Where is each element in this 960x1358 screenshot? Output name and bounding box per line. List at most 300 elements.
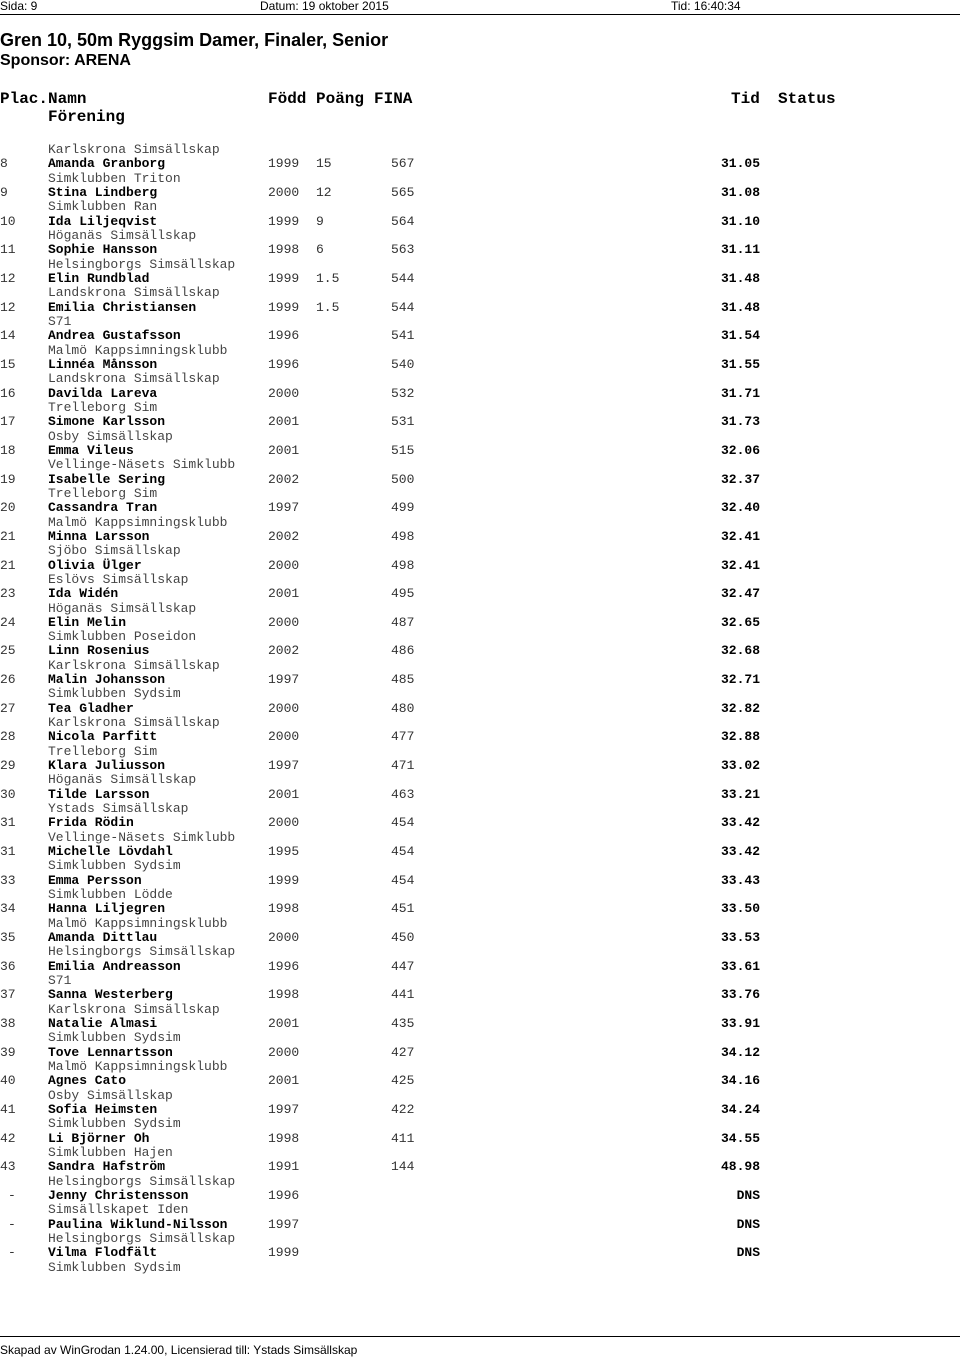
birth-year: 1998 — [268, 242, 300, 258]
club-row — [0, 258, 960, 272]
club-row — [0, 687, 960, 701]
club-row — [0, 172, 960, 186]
club-row — [0, 917, 960, 931]
result-row — [0, 902, 960, 916]
birth-year: 1998 — [268, 987, 300, 1003]
fina-points: 450 — [391, 930, 415, 946]
fina-points: 411 — [391, 1130, 415, 1146]
swimmer-name: Linnéa Månsson — [48, 356, 158, 372]
result-row — [0, 730, 960, 744]
club-name: Sjöbo Simsällskap — [48, 543, 181, 559]
swimmer-name: Emilia Andreasson — [48, 958, 181, 974]
fina-points: 540 — [391, 356, 415, 372]
birth-year: 1996 — [268, 356, 300, 372]
birth-year: 2000 — [268, 930, 300, 946]
place-cell: 38 — [0, 1016, 16, 1032]
result-entry — [0, 816, 960, 845]
result-row — [0, 1246, 960, 1260]
result-time: 33.76 — [720, 987, 760, 1003]
club-name: Vellinge-Näsets Simklubb — [48, 457, 236, 473]
place-cell: 25 — [0, 643, 16, 659]
result-time: 48.98 — [720, 1159, 760, 1175]
club-name: Trelleborg Sim — [48, 399, 158, 415]
birth-year: 2000 — [268, 184, 300, 200]
result-entry — [0, 1103, 960, 1132]
results-list — [0, 143, 960, 1275]
place-cell: 19 — [0, 471, 16, 487]
result-entry — [0, 644, 960, 673]
birth-year: 1998 — [268, 901, 300, 917]
club-name: S71 — [48, 313, 72, 329]
place-cell: 9 — [0, 184, 8, 200]
place-cell: 10 — [0, 213, 16, 229]
result-entry — [0, 1046, 960, 1075]
result-time: 31.08 — [720, 184, 760, 200]
result-time: 32.37 — [720, 471, 760, 487]
fina-points: 441 — [391, 987, 415, 1003]
swimmer-name: Emilia Christiansen — [48, 299, 197, 315]
club-name: Landskrona Simsällskap — [48, 371, 220, 387]
birth-year: 1997 — [268, 500, 300, 516]
place-cell: 29 — [0, 758, 16, 774]
club-name: Trelleborg Sim — [48, 485, 158, 501]
result-time: 32.82 — [720, 700, 760, 716]
club-name: Ystads Simsällskap — [48, 801, 189, 817]
birth-year: 1996 — [268, 1187, 300, 1203]
result-time: 34.16 — [720, 1073, 760, 1089]
fina-points: 477 — [391, 729, 415, 745]
club-row — [0, 602, 960, 616]
swimmer-name: Ida Liljeqvist — [48, 213, 158, 229]
result-row — [0, 157, 960, 171]
result-time: 31.10 — [720, 213, 760, 229]
club-row — [0, 802, 960, 816]
birth-year: 1999 — [268, 213, 300, 229]
club-row — [0, 544, 960, 558]
column-header-fina: FINA — [374, 90, 413, 108]
fina-points: 463 — [391, 786, 415, 802]
result-entry — [0, 1189, 960, 1218]
swimmer-name: Emma Vileus — [48, 442, 134, 458]
column-header-place-name: Plac.Namn — [0, 90, 87, 108]
result-row — [0, 1046, 960, 1060]
birth-year: 1998 — [268, 1130, 300, 1146]
result-row — [0, 816, 960, 830]
result-row — [0, 931, 960, 945]
place-cell: 43 — [0, 1159, 16, 1175]
club-name: Osby Simsällskap — [48, 428, 173, 444]
place-cell: 42 — [0, 1130, 16, 1146]
club-name: Helsingborgs Simsällskap — [48, 944, 236, 960]
club-row — [0, 229, 960, 243]
result-time: 31.11 — [720, 242, 760, 258]
place-cell: 41 — [0, 1101, 16, 1117]
swimmer-name: Davilda Lareva — [48, 385, 158, 401]
result-entry — [0, 1160, 960, 1189]
swimmer-name: Tea Gladher — [48, 700, 134, 716]
swimmer-name: Malin Johansson — [48, 672, 166, 688]
result-row — [0, 186, 960, 200]
result-row — [0, 215, 960, 229]
club-row — [0, 286, 960, 300]
club-row — [0, 1261, 960, 1275]
birth-year: 1999 — [268, 1245, 300, 1261]
column-header-status: Status — [778, 90, 836, 108]
result-time: 32.71 — [720, 672, 760, 688]
birth-year: 1996 — [268, 958, 300, 974]
swimmer-name: Minna Larsson — [48, 528, 150, 544]
birth-year: 2000 — [268, 815, 300, 831]
result-row — [0, 1074, 960, 1088]
swimmer-name: Cassandra Tran — [48, 500, 158, 516]
fina-points: 544 — [391, 299, 415, 315]
print-time: Tid: 16:40:34 — [671, 0, 741, 13]
club-name: Karlskrona Simsällskap — [48, 1001, 220, 1017]
club-row — [0, 372, 960, 386]
fina-points: 454 — [391, 815, 415, 831]
fina-points: 487 — [391, 614, 415, 630]
fina-points: 454 — [391, 844, 415, 860]
club-name: Malmö Kappsimningsklubb — [48, 514, 228, 530]
place-cell: 33 — [0, 872, 16, 888]
fina-points: 480 — [391, 700, 415, 716]
birth-year: 2001 — [268, 414, 300, 430]
result-entry — [0, 673, 960, 702]
result-entry — [0, 702, 960, 731]
fina-points: 565 — [391, 184, 415, 200]
result-time: 32.65 — [720, 614, 760, 630]
club-row — [0, 945, 960, 959]
result-row — [0, 559, 960, 573]
place-cell: 24 — [0, 614, 16, 630]
club-row — [0, 200, 960, 214]
club-name: Höganäs Simsällskap — [48, 227, 197, 243]
club-name: Simklubben Sydsim — [48, 1116, 181, 1132]
page-number: Sida: 9 — [0, 0, 38, 13]
club-row — [0, 458, 960, 472]
swimmer-name: Linn Rosenius — [48, 643, 150, 659]
birth-year: 1997 — [268, 758, 300, 774]
place-cell: 34 — [0, 901, 16, 917]
club-row — [0, 1175, 960, 1189]
fina-points: 498 — [391, 528, 415, 544]
swimmer-name: Simone Karlsson — [48, 414, 166, 430]
result-entry — [0, 759, 960, 788]
result-entry — [0, 530, 960, 559]
club-row — [0, 430, 960, 444]
place-cell: 35 — [0, 930, 16, 946]
result-row — [0, 874, 960, 888]
swimmer-name: Frida Rödin — [48, 815, 134, 831]
result-entry — [0, 788, 960, 817]
birth-year: 2000 — [268, 614, 300, 630]
result-row — [0, 788, 960, 802]
place-cell: - — [8, 1245, 16, 1261]
place-cell: 27 — [0, 700, 16, 716]
result-entry — [0, 988, 960, 1017]
result-entry — [0, 1246, 960, 1275]
club-row — [0, 344, 960, 358]
fina-points: 564 — [391, 213, 415, 229]
event-title: Gren 10, 50m Ryggsim Damer, Finaler, Senior — [0, 30, 389, 50]
result-time: 31.05 — [720, 156, 760, 172]
fina-points: 532 — [391, 385, 415, 401]
result-entry — [0, 329, 960, 358]
club-name: Simklubben Ran — [48, 199, 158, 215]
result-row — [0, 415, 960, 429]
swimmer-name: Natalie Almasi — [48, 1016, 158, 1032]
club-name: Malmö Kappsimningsklubb — [48, 1059, 228, 1074]
result-entry — [0, 587, 960, 616]
club-row — [0, 831, 960, 845]
result-entry — [0, 473, 960, 502]
birth-year: 1999 — [268, 299, 300, 315]
footer-divider — [0, 1336, 960, 1337]
birth-year: 1997 — [268, 1216, 300, 1232]
result-entry — [0, 501, 960, 530]
birth-year: 2000 — [268, 385, 300, 401]
place-cell: 11 — [0, 242, 16, 258]
header-divider — [0, 14, 960, 15]
place-cell: - — [8, 1187, 16, 1203]
swimmer-name: Tove Lennartsson — [48, 1044, 173, 1060]
birth-year: 2000 — [268, 1044, 300, 1060]
points-cell: 12 — [316, 184, 332, 200]
column-header-points: Poäng — [316, 90, 365, 108]
result-time: DNS — [736, 1216, 760, 1232]
fina-points: 499 — [391, 500, 415, 516]
result-entry — [0, 960, 960, 989]
birth-year: 2001 — [268, 786, 300, 802]
place-cell: 26 — [0, 672, 16, 688]
result-entry — [0, 559, 960, 588]
place-cell: 23 — [0, 586, 16, 602]
fina-points: 425 — [391, 1073, 415, 1089]
club-name: Karlskrona Simsällskap — [48, 657, 220, 673]
result-time: 33.42 — [720, 844, 760, 860]
birth-year: 2001 — [268, 442, 300, 458]
club-name: Simklubben Sydsim — [48, 1259, 181, 1275]
swimmer-name: Agnes Cato — [48, 1073, 127, 1089]
birth-year: 1999 — [268, 872, 300, 888]
place-cell: 8 — [0, 156, 8, 172]
place-cell: 36 — [0, 958, 16, 974]
result-row — [0, 1189, 960, 1203]
birth-year: 1991 — [268, 1159, 300, 1175]
fina-points: 563 — [391, 242, 415, 258]
swimmer-name: Jenny Christensson — [48, 1187, 189, 1203]
birth-year: 2000 — [268, 729, 300, 745]
result-entry — [0, 215, 960, 244]
club-name: Simklubben Hajen — [48, 1144, 173, 1160]
points-cell: 1.5 — [316, 299, 340, 315]
club-name: Karlskrona Simsällskap — [48, 715, 220, 731]
result-entry — [0, 387, 960, 416]
result-time: 33.61 — [720, 958, 760, 974]
swimmer-name: Olivia Ülger — [48, 557, 142, 573]
result-entry — [0, 186, 960, 215]
fina-points: 485 — [391, 672, 415, 688]
club-row — [0, 487, 960, 501]
fina-points: 567 — [391, 156, 415, 172]
result-entry — [0, 1074, 960, 1103]
result-row — [0, 1218, 960, 1232]
result-time: 33.02 — [720, 758, 760, 774]
result-row — [0, 845, 960, 859]
place-cell: 12 — [0, 299, 16, 315]
result-time: 32.88 — [720, 729, 760, 745]
club-row — [0, 401, 960, 415]
place-cell: 31 — [0, 815, 16, 831]
points-cell: 6 — [316, 242, 324, 258]
result-row — [0, 1017, 960, 1031]
points-cell: 15 — [316, 156, 332, 172]
place-cell: 28 — [0, 729, 16, 745]
club-row — [0, 1031, 960, 1045]
swimmer-name: Andrea Gustafsson — [48, 328, 181, 344]
birth-year: 1999 — [268, 270, 300, 286]
fina-points: 515 — [391, 442, 415, 458]
birth-year: 1997 — [268, 672, 300, 688]
place-cell: 20 — [0, 500, 16, 516]
club-row — [0, 315, 960, 329]
fina-points: 500 — [391, 471, 415, 487]
result-entry — [0, 243, 960, 272]
birth-year: 2001 — [268, 1073, 300, 1089]
club-name: Helsingborgs Simsällskap — [48, 1230, 236, 1246]
swimmer-name: Sanna Westerberg — [48, 987, 173, 1003]
result-entry — [0, 1218, 960, 1247]
place-cell: 30 — [0, 786, 16, 802]
birth-year: 2002 — [268, 528, 300, 544]
birth-year: 2001 — [268, 1016, 300, 1032]
result-entry — [0, 1132, 960, 1161]
club-name: S71 — [48, 973, 72, 989]
result-row — [0, 358, 960, 372]
swimmer-name: Sophie Hansson — [48, 242, 158, 258]
swimmer-name: Elin Melin — [48, 614, 127, 630]
result-entry — [0, 415, 960, 444]
fina-points: 447 — [391, 958, 415, 974]
result-row — [0, 960, 960, 974]
points-cell: 9 — [316, 213, 324, 229]
result-row — [0, 329, 960, 343]
place-cell: 39 — [0, 1044, 16, 1060]
swimmer-name: Nicola Parfitt — [48, 729, 158, 745]
result-time: 33.91 — [720, 1016, 760, 1032]
result-entry — [0, 301, 960, 330]
club-name: Simklubben Triton — [48, 170, 181, 186]
place-cell: 18 — [0, 442, 16, 458]
result-entry — [0, 444, 960, 473]
swimmer-name: Elin Rundblad — [48, 270, 150, 286]
fina-points: 435 — [391, 1016, 415, 1032]
result-time: 32.41 — [720, 557, 760, 573]
carryover-club-line — [0, 143, 960, 157]
club-name: Landskrona Simsällskap — [48, 285, 220, 301]
swimmer-name: Vilma Flodfält — [48, 1245, 158, 1261]
result-time: 33.53 — [720, 930, 760, 946]
place-cell: 21 — [0, 528, 16, 544]
fina-points: 498 — [391, 557, 415, 573]
fina-points: 486 — [391, 643, 415, 659]
place-cell: 21 — [0, 557, 16, 573]
result-row — [0, 988, 960, 1002]
club-name: Höganäs Simsällskap — [48, 600, 197, 616]
result-row — [0, 1160, 960, 1174]
club-row — [0, 745, 960, 759]
result-time: 31.48 — [720, 270, 760, 286]
club-name: Malmö Kappsimningsklubb — [48, 915, 228, 931]
fina-points: 495 — [391, 586, 415, 602]
result-time: 32.41 — [720, 528, 760, 544]
swimmer-name: Isabelle Sering — [48, 471, 166, 487]
club-name: Simsällskapet Iden — [48, 1202, 189, 1218]
club-row — [0, 888, 960, 902]
result-row — [0, 473, 960, 487]
club-row — [0, 1117, 960, 1131]
result-entry — [0, 931, 960, 960]
column-header-time: Tid — [731, 90, 760, 108]
place-cell: 31 — [0, 844, 16, 860]
result-row — [0, 243, 960, 257]
result-row — [0, 1103, 960, 1117]
swimmer-name: Stina Lindberg — [48, 184, 158, 200]
result-row — [0, 530, 960, 544]
birth-year: 1995 — [268, 844, 300, 860]
result-entry — [0, 874, 960, 903]
club-row — [0, 1203, 960, 1217]
fina-points: 541 — [391, 328, 415, 344]
birth-year: 2002 — [268, 643, 300, 659]
result-time: DNS — [736, 1187, 760, 1203]
result-row — [0, 644, 960, 658]
result-row — [0, 759, 960, 773]
fina-points: 471 — [391, 758, 415, 774]
result-entry — [0, 902, 960, 931]
club-name: Simklubben Poseidon — [48, 629, 197, 645]
points-cell: 1.5 — [316, 270, 340, 286]
place-cell: 14 — [0, 328, 16, 344]
place-cell: 16 — [0, 385, 16, 401]
birth-year: 2002 — [268, 471, 300, 487]
place-cell: 37 — [0, 987, 16, 1003]
result-time: 31.71 — [720, 385, 760, 401]
fina-points: 427 — [391, 1044, 415, 1060]
club-name: Helsingborgs Simsällskap — [48, 256, 236, 272]
column-header-club: Förening — [48, 108, 125, 126]
result-time: 33.21 — [720, 786, 760, 802]
swimmer-name: Amanda Granborg — [48, 156, 166, 172]
place-cell: 12 — [0, 270, 16, 286]
swimmer-name: Hanna Liljegren — [48, 901, 166, 917]
result-time: 33.43 — [720, 872, 760, 888]
swimmer-name: Emma Persson — [48, 872, 142, 888]
club-row — [0, 1089, 960, 1103]
result-row — [0, 501, 960, 515]
birth-year: 2000 — [268, 557, 300, 573]
birth-year: 2000 — [268, 700, 300, 716]
result-row — [0, 587, 960, 601]
fina-points: 454 — [391, 872, 415, 888]
club-name: Helsingborgs Simsällskap — [48, 1173, 236, 1189]
club-name: Malmö Kappsimningsklubb — [48, 342, 228, 358]
result-time: 32.06 — [720, 442, 760, 458]
result-time: 34.24 — [720, 1101, 760, 1117]
club-name: Karlskrona Simsällskap — [48, 142, 220, 157]
fina-points: 451 — [391, 901, 415, 917]
club-name: Simklubben Sydsim — [48, 1030, 181, 1046]
